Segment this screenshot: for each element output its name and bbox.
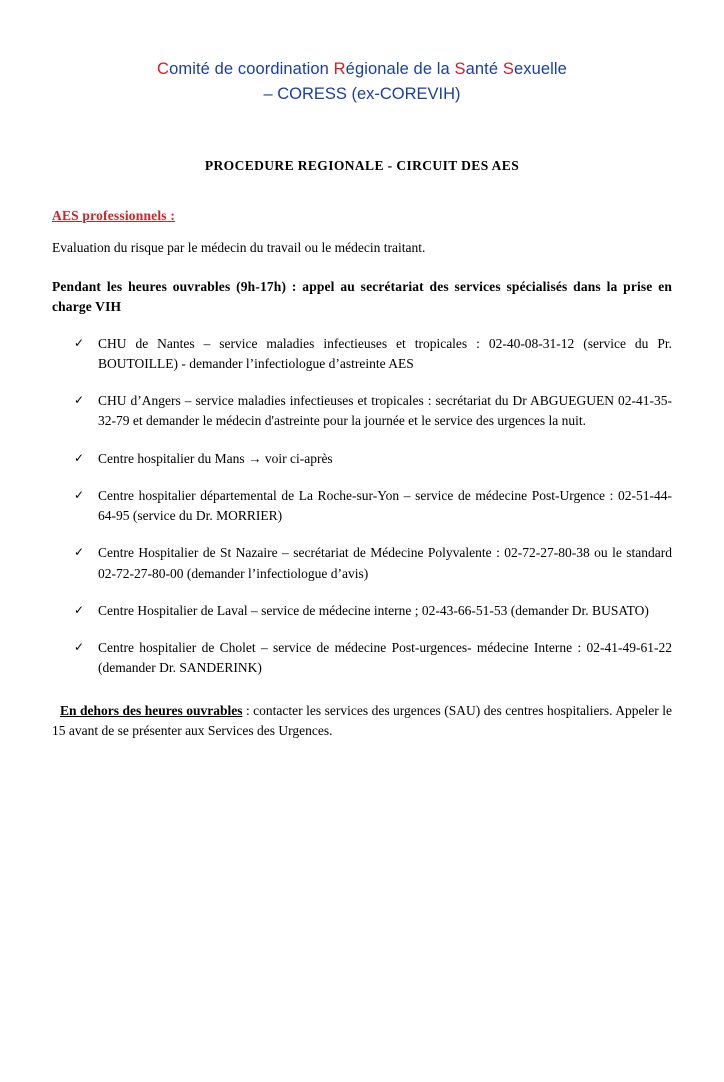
closing-rest: : contacter les services des urgences (SAU) des centres hospitaliers. Appeler le 15 avant de se présenter aux Services des Urgences. xyxy=(52,702,672,738)
intro-paragraph: Evaluation du risque par le médecin du travail ou le médecin traitant. xyxy=(52,239,426,255)
check-icon: ✓ xyxy=(74,602,85,617)
list-item xyxy=(52,543,672,584)
check-icon: ✓ xyxy=(74,335,85,350)
list-item-text: Centre hospitalier de Cholet – service de médecine Post-urgences- médecine Interne : 02-41-49-61-22 (demander Dr. SANDERINK) xyxy=(98,640,672,676)
list-item-text: CHU de Nantes – service maladies infectieuses et tropicales : 02-40-08-31-12 (service du Pr. BOUTOILLE) - demander l’infectiologue d’astreinte AES xyxy=(98,335,672,371)
document-page xyxy=(0,58,724,1082)
list-item-text: CHU d’Angers – service maladies infectieuses et tropicales : secrétariat du Dr ABGUEGUEN 02-41-35-32-79 et demander le médecin d'astreinte pour la journée et le service des urgences la nuit. xyxy=(98,393,672,429)
list-item xyxy=(52,334,672,375)
check-icon: ✓ xyxy=(74,393,85,408)
list-item-text: Centre Hospitalier de Laval – service de médecine interne ; 02-43-66-51-53 (demander Dr. BUSATO) xyxy=(98,602,649,618)
document-header xyxy=(52,58,672,106)
list-item xyxy=(52,449,672,469)
closing-paragraph xyxy=(52,701,672,742)
organisation-name-line-1: Comité de coordination Régionale de la Santé Sexuelle xyxy=(157,60,567,78)
closing-lead: En dehors des heures ouvrables xyxy=(60,702,243,718)
page-title: PROCEDURE REGIONALE - CIRCUIT DES AES xyxy=(204,157,520,173)
list-item-text: Centre hospitalier départemental de La Roche-sur-Yon – service de médecine Post-Urgence : 02-51-44-64-95 (service du Dr. MORRIER) xyxy=(98,487,672,524)
section-heading-aes-professionnels: AES professionnels : xyxy=(52,207,176,223)
hospital-contact-list xyxy=(52,334,672,679)
list-item xyxy=(52,486,672,527)
organisation-name-line-2: – CORESS (ex-COREVIH) xyxy=(263,85,461,104)
list-item xyxy=(52,638,672,679)
check-icon: ✓ xyxy=(74,640,85,655)
list-item-text: Centre Hospitalier de St Nazaire – secrétariat de Médecine Polyvalente : 02-72-27-80-38 ou le standard 02-72-27-80-00 (demander l’infectiologue d’avis) xyxy=(98,545,672,581)
check-icon: ✓ xyxy=(74,450,85,465)
list-item xyxy=(52,391,672,432)
list-item-text: Centre hospitalier du Mans → voir ci-après xyxy=(98,450,333,466)
check-icon: ✓ xyxy=(74,545,85,560)
check-icon: ✓ xyxy=(74,487,85,502)
list-item xyxy=(52,601,672,621)
subheading-heures-ouvrables: Pendant les heures ouvrables (9h-17h) : appel au secrétariat des services spécialisés dans la prise en charge VIH xyxy=(52,279,672,315)
